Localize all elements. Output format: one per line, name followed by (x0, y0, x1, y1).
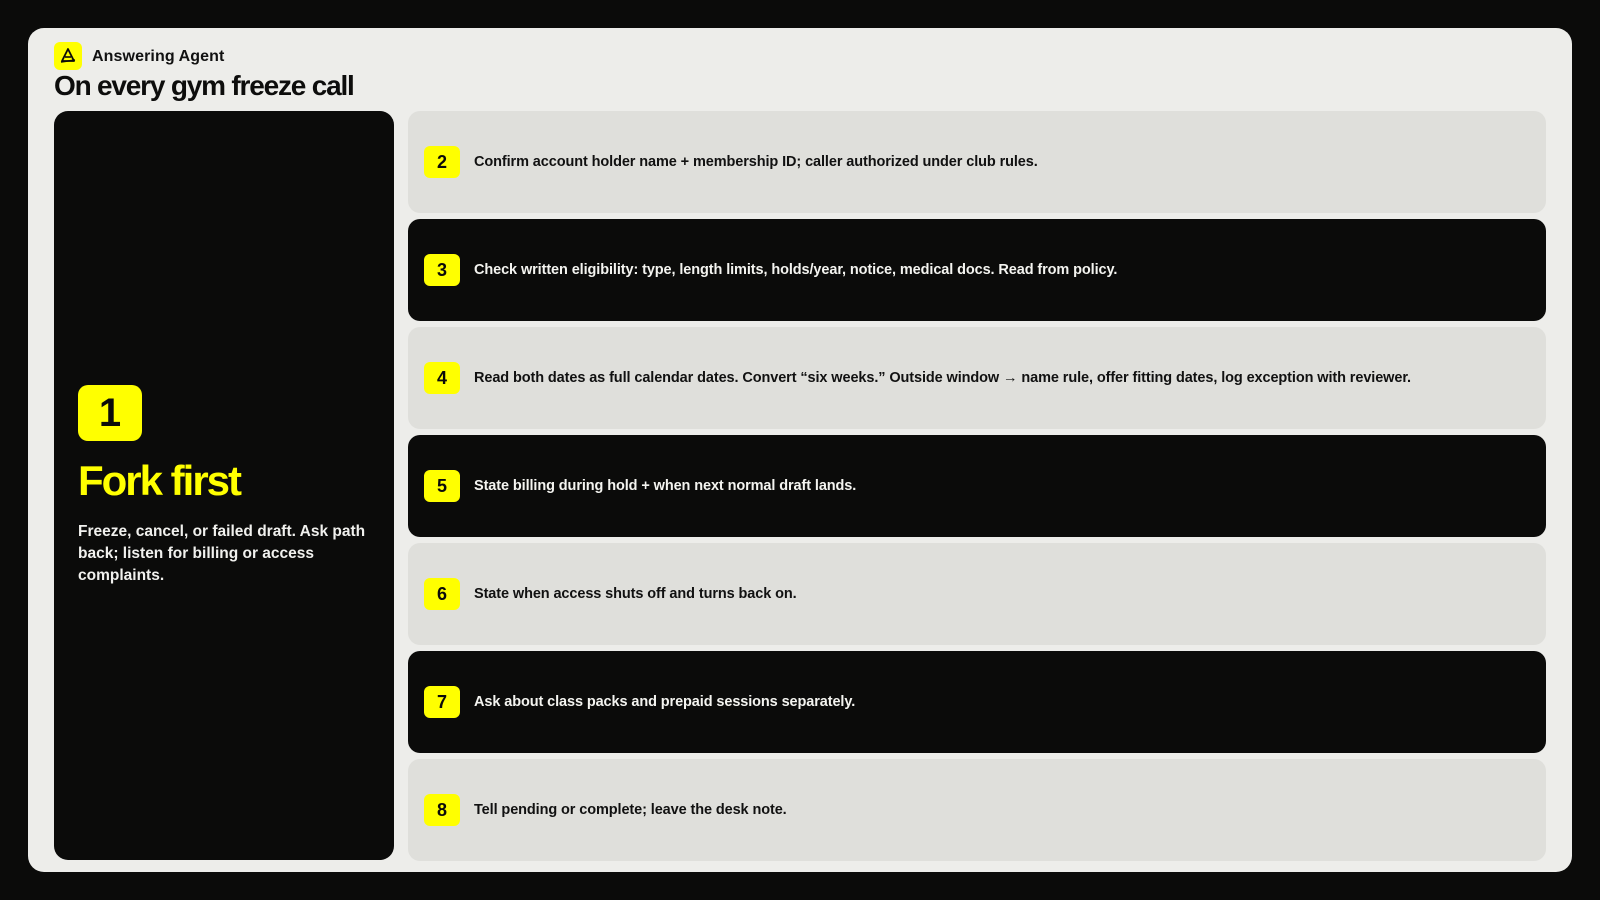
step-row (408, 219, 1546, 321)
step-number-badge: 2 (424, 146, 460, 178)
brand-row (54, 41, 354, 71)
step-number-badge: 6 (424, 578, 460, 610)
hero-step-description: Freeze, cancel, or failed draft. Ask path back; listen for billing or access complaints. (78, 523, 366, 584)
step-number-badge: 4 (424, 362, 460, 394)
hero-step-number: 1 (78, 385, 142, 441)
step-number-badge: 3 (424, 254, 460, 286)
slide-card (28, 28, 1572, 872)
step-row (408, 759, 1546, 861)
hero-step-card (54, 111, 394, 860)
page-title: On every gym freeze call (54, 70, 354, 101)
brand-name: Answering Agent (92, 48, 225, 65)
header (54, 41, 354, 102)
step-row (408, 543, 1546, 645)
step-row (408, 327, 1546, 429)
step-number-badge: 7 (424, 686, 460, 718)
step-text: Read both dates as full calendar dates. Convert “six weeks.” Outside window → name rule, offer fitting dates, log exception with reviewer. (474, 370, 1411, 386)
step-text: Confirm account holder name + membership ID; caller authorized under club rules. (474, 154, 1038, 170)
step-row (408, 111, 1546, 213)
step-text: Ask about class packs and prepaid sessions separately. (474, 694, 856, 710)
step-row (408, 651, 1546, 753)
hero-content (78, 385, 374, 587)
hero-step-title: Fork first (78, 457, 241, 504)
hat-logo-icon (54, 42, 82, 70)
step-list (408, 111, 1546, 867)
step-number-badge: 8 (424, 794, 460, 826)
step-row (408, 435, 1546, 537)
step-number-badge: 5 (424, 470, 460, 502)
step-text: State when access shuts off and turns back on. (474, 586, 797, 602)
step-text: Tell pending or complete; leave the desk note. (474, 802, 787, 818)
step-text: State billing during hold + when next normal draft lands. (474, 478, 857, 494)
step-text: Check written eligibility: type, length limits, holds/year, notice, medical docs. Read from policy. (474, 262, 1118, 278)
